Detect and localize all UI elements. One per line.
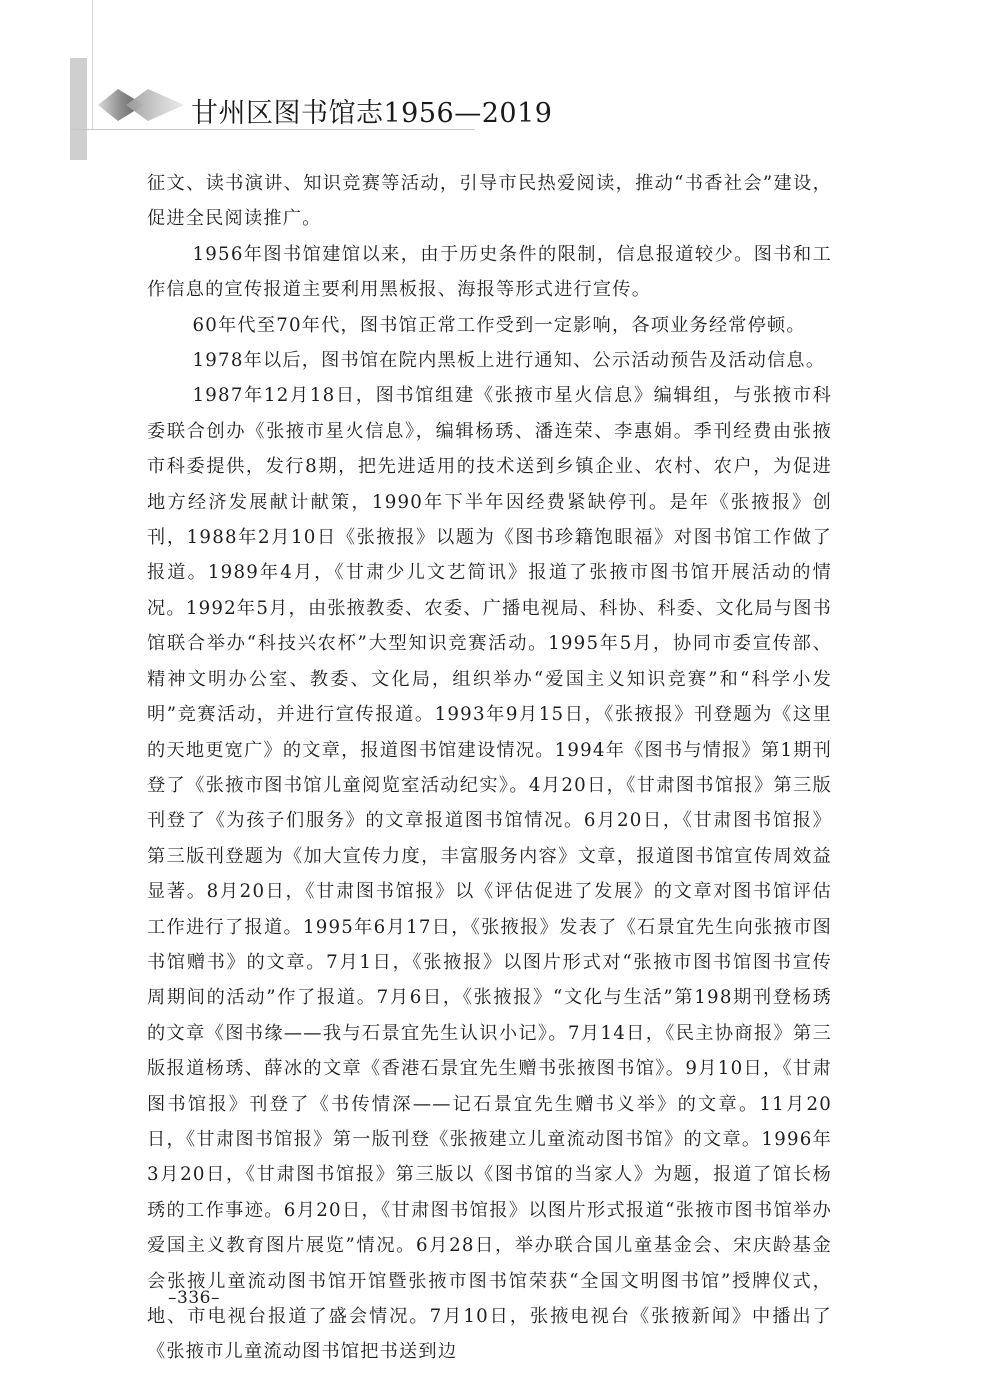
paragraph: 1987年12月18日，图书馆组建《张掖市星火信息》编辑组，与张掖市科委联合创办《张掖市星火信息》，编辑杨琇、潘连荣、李惠娟。季刊经费由张掖市科委提供，发行8期，把先进适用的技术送到乡镇企业、农村、农户，为促进地方经济发展献计献策，1990年下半年因经费紧缺停刊。是年《张掖报》创刊，1988年2月10日《张掖报》以题为《图书珍籍饱眼福》对图书馆工作做了报道。1989年4月，《甘肃少儿文艺简讯》报道了张掖市图书馆开展活动的情况。1992年5月，由张掖教委、农委、广播电视局、科协、科委、文化局与图书馆联合举办“科技兴农杯”大型知识竞赛活动。1995年5月，协同市委宣传部、精神文明办公室、教委、文化局，组织举办“爱国主义知识竞赛”和“科学小发明”竞赛活动，并进行宣传报道。1993年9月15日，《张掖报》刊登题为《这里的天地更宽广》的文章，报道图书馆建设情况。1994年《图书与情报》第1期刊登了《张掖市图书馆儿童阅览室活动纪实》。4月20日，《甘肃图书馆报》第三版刊登了《为孩子们服务》的文章报道图书馆情况。6月20日，《甘肃图书馆报》第三版刊登题为《加大宣传力度，丰富服务内容》文章，报道图书馆宣传周效益显著。8月20日，《甘肃图书馆报》以《评估促进了发展》的文章对图书馆评估工作进行了报道。1995年6月17日，《张掖报》发表了《石景宜先生向张掖市图书馆赠书》的文章。7月1日，《张掖报》以图片形式对“张掖市图书馆图书宣传周期间的活动”作了报道。7月6日，《张掖报》“文化与生活”第198期刊登杨琇的文章《图书缘——我与石景宜先生认识小记》。7月14日，《民主协商报》第三版报道杨琇、薛冰的文章《香港石景宜先生赠书张掖图书馆》。9月10日，《甘肃图书馆报》刊登了《书传情深——记石景宜先生赠书义举》的文章。11月20日，《甘肃图书馆报》第一版刊登《张掖建立儿童流动图书馆》的文章。1996年3月20日，《甘肃图书馆报》第三版以《图书馆的当家人》为题，报道了馆长杨琇的工作事迹。6月20日，《甘肃图书馆报》以图片形式报道“张掖市图书馆举办爱国主义教育图片展览”情况。6月28日，举办联合国儿童基金会、宋庆龄基金会张掖儿童流动图书馆开馆暨张掖市图书馆荣获“全国文明图书馆”授牌仪式，地、市电视台报道了盛会情况。7月10日，张掖电视台《张掖新闻》中播出了《张掖市儿童流动图书馆把书送到边	[147, 385, 832, 1363]
page-number: –336–	[168, 1288, 220, 1308]
main-text	[147, 166, 832, 1370]
paragraph: 1956年图书馆建馆以来，由于历史条件的限制，信息报道较少。图书和工作信息的宣传报道主要利用黑板报、海报等形式进行宣传。	[147, 243, 832, 301]
paragraph: 征文、读书演讲、知识竞赛等活动，引导市民热爱阅读，推动“书香社会”建设，促进全民阅读推广。	[147, 173, 832, 230]
header-vertical-rule	[92, 0, 93, 130]
header-diamond-ornament	[96, 86, 186, 124]
book-title: 甘州区图书馆志1956—2019	[191, 98, 553, 129]
paragraph: 1978年以后，图书馆在院内黑板上进行通知、公示活动预告及活动信息。	[192, 350, 826, 372]
header-gray-bar	[70, 58, 87, 160]
paragraph: 60年代至70年代，图书馆正常工作受到一定影响，各项业务经常停顿。	[192, 314, 806, 336]
